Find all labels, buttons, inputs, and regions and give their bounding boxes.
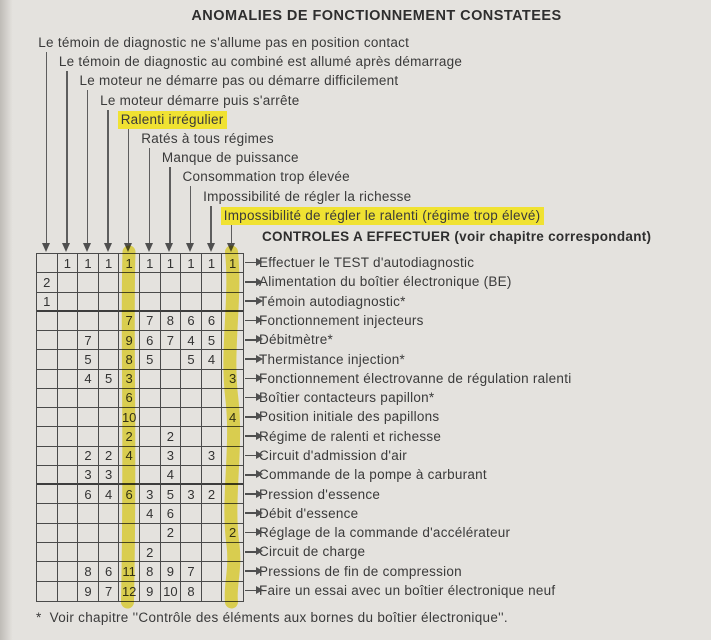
symptom-pointer-line — [107, 110, 109, 244]
table-cell — [119, 504, 140, 523]
symptom-label: Impossibilité de régler la richesse — [203, 188, 412, 204]
control-label: Pressions de fin de compression — [259, 563, 462, 579]
table-cell — [222, 273, 243, 292]
symptom-pointer-line — [66, 71, 68, 244]
table-cell — [222, 485, 243, 504]
table-cell — [202, 408, 223, 427]
table-cell — [78, 504, 99, 523]
table-cell: 1 — [161, 254, 182, 273]
table-cell — [202, 543, 223, 562]
table-cell — [78, 293, 99, 312]
table-cell — [181, 466, 202, 485]
table-cell — [58, 543, 79, 562]
control-label: Effectuer le TEST d'autodiagnostic — [259, 255, 475, 271]
table-cell: 1 — [140, 254, 161, 273]
control-label: Commande de la pompe à carburant — [259, 467, 487, 483]
arrow-down-icon — [62, 243, 70, 252]
table-cell — [99, 524, 120, 543]
control-row — [245, 312, 424, 328]
table-cell: 1 — [78, 254, 99, 273]
arrow-right-icon — [245, 435, 257, 437]
symptom-label: Manque de puissance — [161, 150, 299, 166]
table-cell — [181, 543, 202, 562]
table-cell: 9 — [140, 582, 161, 601]
table-cell: 2 — [202, 485, 223, 504]
symptom-pointer-line — [210, 206, 212, 244]
control-row — [245, 447, 407, 463]
table-cell — [140, 447, 161, 466]
table-cell: 2 — [78, 447, 99, 466]
arrow-right-icon — [245, 378, 257, 380]
table-cell: 7 — [99, 582, 120, 601]
table-cell: 6 — [140, 331, 161, 350]
control-row — [245, 390, 434, 406]
table-cell — [222, 389, 243, 408]
control-label: Thermistance injection* — [259, 351, 406, 367]
arrow-right-icon — [245, 570, 257, 572]
diagnostic-matrix — [36, 253, 244, 602]
arrow-right-icon — [245, 300, 257, 302]
arrow-down-icon — [165, 243, 173, 252]
table-cell — [161, 408, 182, 427]
symptom-pointer-line — [231, 225, 233, 244]
table-cell — [37, 312, 58, 331]
table-cell — [58, 524, 79, 543]
table-cell — [37, 504, 58, 523]
table-cell: 3 — [161, 447, 182, 466]
table-cell — [37, 427, 58, 446]
table-cell — [99, 331, 120, 350]
table-cell — [140, 427, 161, 446]
control-row — [245, 370, 571, 386]
table-cell — [37, 447, 58, 466]
table-cell: 7 — [161, 331, 182, 350]
table-cell: 3 — [202, 447, 223, 466]
footnote: * Voir chapitre ''Contrôle des éléments aux bornes du boîtier électronique''. — [36, 610, 508, 625]
table-cell — [202, 273, 223, 292]
control-row — [245, 467, 487, 483]
table-cell — [58, 427, 79, 446]
table-cell — [37, 370, 58, 389]
table-cell — [161, 543, 182, 562]
control-row — [245, 332, 333, 348]
table-cell — [99, 389, 120, 408]
table-cell: 4 — [78, 370, 99, 389]
table-cell — [161, 389, 182, 408]
control-label: Position initiale des papillons — [259, 409, 440, 425]
table-cell — [78, 273, 99, 292]
table-cell — [181, 370, 202, 389]
arrow-down-icon — [124, 243, 132, 252]
table-cell — [58, 389, 79, 408]
arrow-down-icon — [186, 243, 194, 252]
table-cell — [222, 293, 243, 312]
symptom-label: Consommation trop élevée — [182, 169, 350, 185]
table-cell — [78, 543, 99, 562]
symptom-label: Le moteur démarre puis s'arrête — [100, 92, 300, 108]
table-cell: 6 — [78, 485, 99, 504]
table-cell: 2 — [37, 273, 58, 292]
table-cell — [161, 293, 182, 312]
symptom-label: Le moteur ne démarre pas ou démarre difficilement — [79, 73, 399, 89]
arrow-down-icon — [145, 243, 153, 252]
table-cell — [99, 312, 120, 331]
control-label: Circuit d'admission d'air — [259, 447, 407, 463]
table-cell — [161, 350, 182, 369]
table-cell — [58, 447, 79, 466]
symptom-label: Ratés à tous régimes — [141, 131, 274, 146]
control-label: Débit d'essence — [259, 505, 359, 521]
table-cell — [99, 350, 120, 369]
table-cell — [58, 331, 79, 350]
table-cell — [37, 254, 58, 273]
table-cell — [37, 350, 58, 369]
arrow-down-icon — [207, 243, 215, 252]
table-cell: 2 — [161, 427, 182, 446]
table-cell: 1 — [222, 254, 243, 273]
table-cell — [37, 408, 58, 427]
table-cell — [181, 524, 202, 543]
table-cell — [202, 466, 223, 485]
table-cell — [58, 466, 79, 485]
control-row — [245, 428, 441, 444]
table-cell — [58, 350, 79, 369]
control-row — [245, 582, 555, 598]
control-row — [245, 486, 380, 502]
table-cell: 5 — [140, 350, 161, 369]
table-cell: 9 — [78, 582, 99, 601]
control-row — [245, 563, 462, 579]
table-cell — [119, 543, 140, 562]
table-cell: 6 — [119, 485, 140, 504]
table-cell — [161, 370, 182, 389]
table-cell — [58, 504, 79, 523]
table-cell — [58, 312, 79, 331]
table-cell — [99, 273, 120, 292]
symptom-pointer-line — [149, 148, 151, 244]
table-cell — [119, 293, 140, 312]
table-cell — [37, 466, 58, 485]
table-cell — [181, 427, 202, 446]
table-cell — [140, 524, 161, 543]
table-cell — [99, 504, 120, 523]
table-cell — [181, 408, 202, 427]
table-cell — [58, 370, 79, 389]
symptom-pointer-line — [87, 90, 89, 244]
control-row — [245, 274, 512, 290]
table-cell: 8 — [181, 582, 202, 601]
table-cell — [161, 273, 182, 292]
table-cell: 4 — [202, 350, 223, 369]
table-cell — [222, 427, 243, 446]
table-cell: 6 — [202, 312, 223, 331]
table-cell: 7 — [78, 331, 99, 350]
arrow-right-icon — [245, 397, 257, 399]
table-cell: 8 — [140, 562, 161, 581]
table-cell — [99, 408, 120, 427]
arrow-right-icon — [245, 532, 257, 534]
table-cell — [58, 293, 79, 312]
table-cell — [140, 273, 161, 292]
control-label: Alimentation du boîtier électronique (BE) — [259, 274, 512, 290]
table-cell — [202, 293, 223, 312]
table-cell — [222, 331, 243, 350]
table-cell: 3 — [222, 370, 243, 389]
table-cell — [222, 543, 243, 562]
table-cell — [119, 466, 140, 485]
table-cell: 10 — [161, 582, 182, 601]
arrow-right-icon — [245, 281, 257, 283]
table-cell — [78, 408, 99, 427]
symptom-label: Impossibilité de régler le ralenti (régime trop élevé) — [221, 207, 545, 225]
control-row — [245, 409, 439, 425]
table-cell: 1 — [37, 293, 58, 312]
table-cell: 1 — [202, 254, 223, 273]
table-cell — [99, 427, 120, 446]
table-cell: 4 — [99, 485, 120, 504]
arrow-right-icon — [245, 262, 257, 264]
table-cell — [99, 543, 120, 562]
arrow-right-icon — [245, 455, 257, 457]
control-label: Régime de ralenti et richesse — [259, 428, 442, 444]
table-cell: 9 — [161, 562, 182, 581]
arrow-right-icon — [245, 339, 257, 341]
table-cell — [58, 273, 79, 292]
arrow-down-icon — [104, 243, 112, 252]
table-cell: 1 — [181, 254, 202, 273]
table-cell: 1 — [58, 254, 79, 273]
table-cell — [58, 562, 79, 581]
table-cell — [140, 370, 161, 389]
table-cell: 2 — [222, 524, 243, 543]
symptom-label: Ralenti irrégulier — [118, 111, 228, 129]
table-cell — [58, 408, 79, 427]
table-cell — [140, 293, 161, 312]
control-row — [245, 255, 474, 271]
table-cell: 4 — [181, 331, 202, 350]
table-cell: 10 — [119, 408, 140, 427]
table-cell — [140, 408, 161, 427]
table-cell: 4 — [119, 447, 140, 466]
table-cell: 8 — [119, 350, 140, 369]
arrow-right-icon — [245, 358, 257, 360]
table-cell — [119, 273, 140, 292]
table-cell: 3 — [99, 466, 120, 485]
control-row — [245, 505, 358, 521]
table-cell — [78, 312, 99, 331]
arrow-right-icon — [245, 416, 257, 418]
table-cell — [202, 427, 223, 446]
table-cell: 7 — [119, 312, 140, 331]
table-cell — [58, 485, 79, 504]
table-cell: 6 — [181, 312, 202, 331]
arrow-right-icon — [245, 512, 257, 514]
arrow-down-icon — [227, 243, 235, 252]
control-label: Fonctionnement électrovanne de régulation ralenti — [259, 370, 572, 386]
table-cell — [202, 370, 223, 389]
table-cell: 2 — [99, 447, 120, 466]
arrow-right-icon — [245, 320, 257, 322]
table-cell — [37, 485, 58, 504]
symptom-pointer-line — [169, 167, 171, 244]
table-cell — [181, 293, 202, 312]
control-label: Boîtier contacteurs papillon* — [259, 390, 435, 406]
table-cell: 2 — [161, 524, 182, 543]
table-cell: 4 — [161, 466, 182, 485]
table-cell: 4 — [140, 504, 161, 523]
table-cell: 1 — [119, 254, 140, 273]
table-cell — [222, 504, 243, 523]
table-cell: 12 — [119, 582, 140, 601]
table-cell: 5 — [161, 485, 182, 504]
table-cell — [37, 389, 58, 408]
table-cell: 5 — [181, 350, 202, 369]
table-cell — [222, 350, 243, 369]
table-cell — [202, 562, 223, 581]
control-row — [245, 293, 406, 309]
symptom-label: Le témoin de diagnostic ne s'allume pas en position contact — [38, 35, 410, 50]
table-cell — [181, 504, 202, 523]
table-cell: 3 — [119, 370, 140, 389]
control-label: Débitmètre* — [259, 332, 334, 348]
control-row — [245, 351, 405, 367]
table-cell: 5 — [99, 370, 120, 389]
table-cell: 1 — [99, 254, 120, 273]
table-cell — [37, 582, 58, 601]
arrow-right-icon — [245, 493, 257, 495]
table-cell: 3 — [78, 466, 99, 485]
table-cell: 6 — [119, 389, 140, 408]
controls-header: CONTROLES A EFFECTUER (voir chapitre correspondant) — [262, 229, 652, 244]
control-label: Faire un essai avec un boîtier électronique neuf — [259, 582, 556, 598]
table-cell — [119, 524, 140, 543]
table-cell: 2 — [140, 543, 161, 562]
table-cell — [202, 524, 223, 543]
table-cell: 9 — [119, 331, 140, 350]
table-cell: 6 — [99, 562, 120, 581]
symptom-pointer-line — [46, 52, 48, 244]
table-cell — [78, 524, 99, 543]
symptom-pointer-line — [190, 186, 192, 244]
table-cell: 3 — [181, 485, 202, 504]
table-cell: 2 — [119, 427, 140, 446]
table-cell — [181, 389, 202, 408]
control-label: Fonctionnement injecteurs — [259, 312, 424, 328]
table-cell: 8 — [78, 562, 99, 581]
table-cell — [37, 562, 58, 581]
table-cell: 8 — [161, 312, 182, 331]
table-cell — [140, 389, 161, 408]
table-cell — [222, 312, 243, 331]
table-cell — [202, 504, 223, 523]
table-cell: 7 — [181, 562, 202, 581]
table-cell — [140, 466, 161, 485]
control-label: Pression d'essence — [259, 486, 381, 502]
table-cell — [99, 293, 120, 312]
table-cell — [222, 582, 243, 601]
control-row — [245, 544, 365, 560]
table-cell — [37, 331, 58, 350]
table-cell — [78, 427, 99, 446]
table-cell — [222, 562, 243, 581]
table-cell: 5 — [78, 350, 99, 369]
table-cell — [58, 582, 79, 601]
table-cell — [37, 543, 58, 562]
symptom-pointer-line — [128, 129, 130, 244]
table-cell — [222, 447, 243, 466]
table-cell — [202, 389, 223, 408]
arrow-right-icon — [245, 551, 257, 553]
table-cell: 4 — [222, 408, 243, 427]
arrow-right-icon — [245, 474, 257, 476]
control-label: Réglage de la commande d'accélérateur — [259, 525, 511, 541]
table-cell: 6 — [161, 504, 182, 523]
control-label: Témoin autodiagnostic* — [259, 293, 406, 309]
table-cell: 11 — [119, 562, 140, 581]
arrow-down-icon — [42, 243, 50, 252]
page-title: ANOMALIES DE FONCTIONNEMENT CONSTATEES — [191, 8, 562, 24]
table-cell — [37, 524, 58, 543]
arrow-down-icon — [83, 243, 91, 252]
table-cell: 5 — [202, 331, 223, 350]
control-label: Circuit de charge — [259, 544, 366, 560]
table-cell — [181, 447, 202, 466]
table-cell: 7 — [140, 312, 161, 331]
table-cell — [202, 582, 223, 601]
table-cell — [78, 389, 99, 408]
control-row — [245, 525, 510, 541]
table-cell: 3 — [140, 485, 161, 504]
arrow-right-icon — [245, 590, 257, 592]
table-cell — [181, 273, 202, 292]
symptom-label: Le témoin de diagnostic au combiné est allumé après démarrage — [58, 54, 463, 70]
table-cell — [222, 466, 243, 485]
